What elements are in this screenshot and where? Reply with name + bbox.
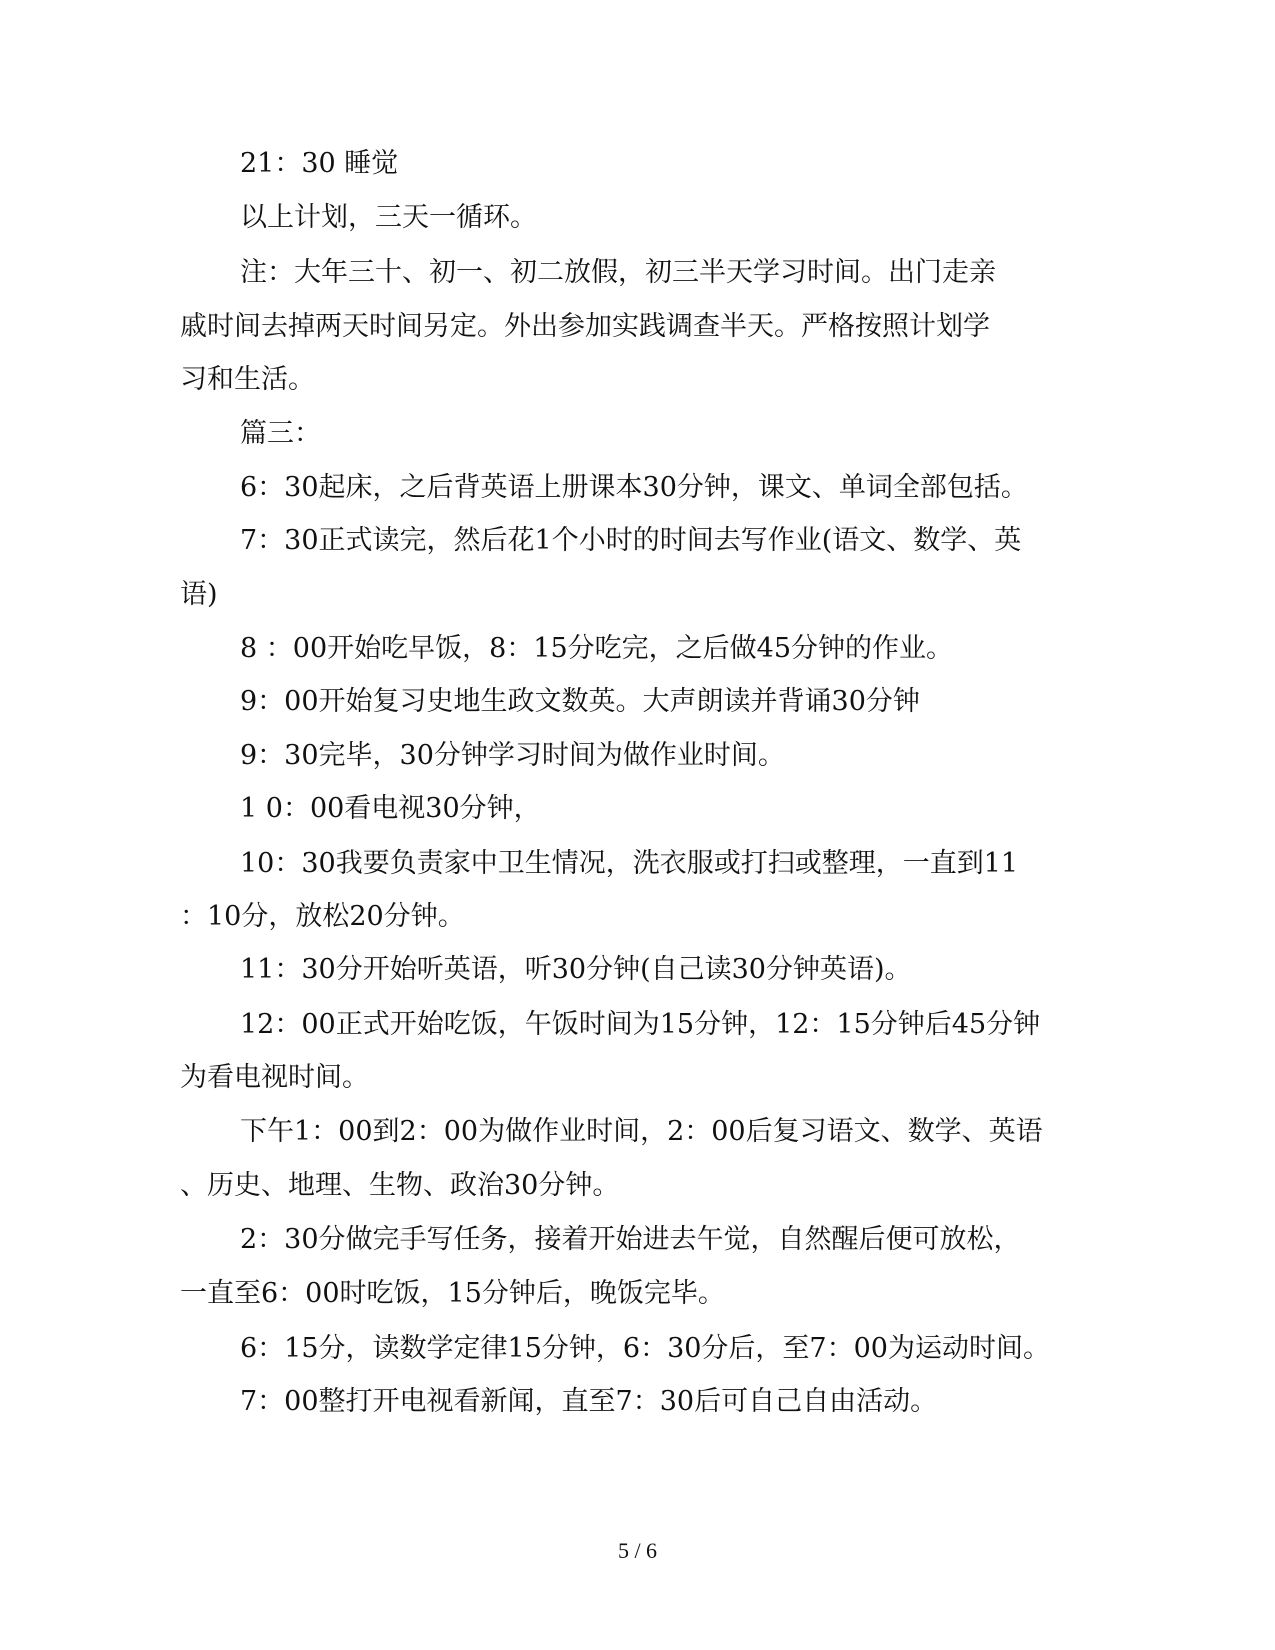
page-number: 5 / 6 (617, 1538, 658, 1563)
paragraph-line: 为看电视时间。 (180, 1062, 369, 1093)
text-line: 6：15分，读数学定律15分钟，6：30分后，至7：00为运动时间。 (240, 1333, 1050, 1364)
paragraph-line: 注：大年三十、初一、初二放假，初三半天学习时间。出门走亲 (240, 257, 996, 288)
paragraph-line: 10：30我要负责家中卫生情况，洗衣服或打扫或整理，一直到11 (240, 848, 1019, 879)
paragraph-line: 语) (180, 579, 218, 610)
paragraph-line: ：10分，放松20分钟。 (180, 901, 465, 932)
text-line: 6：30起床，之后背英语上册课本30分钟，课文、单词全部包括。 (240, 472, 1028, 503)
paragraph-line: 一直至6：00时吃饭，15分钟后，晚饭完毕。 (180, 1278, 725, 1309)
text-line: 8 ：00开始吃早饭，8：15分吃完，之后做45分钟的作业。 (240, 633, 954, 664)
section-heading: 篇三： (240, 418, 321, 449)
paragraph-line: 习和生活。 (180, 364, 315, 395)
text-line: 9：00开始复习史地生政文数英。大声朗读并背诵30分钟 (240, 686, 920, 717)
text-line: 21：30 睡觉 (240, 148, 399, 179)
text-line: 9：30完毕，30分钟学习时间为做作业时间。 (240, 740, 785, 771)
text-line: 11：30分开始听英语，听30分钟(自己读30分钟英语)。 (240, 954, 912, 985)
text-line: 1 0：00看电视30分钟， (240, 793, 541, 824)
paragraph-line: 12：00正式开始吃饭，午饭时间为15分钟，12：15分钟后45分钟 (240, 1009, 1041, 1040)
paragraph-line: 下午1：00到2：00为做作业时间，2：00后复习语文、数学、英语 (240, 1116, 1043, 1147)
text-line: 以上计划，三天一循环。 (240, 202, 537, 233)
paragraph-line: 戚时间去掉两天时间另定。外出参加实践调查半天。严格按照计划学 (180, 311, 990, 342)
text-line: 7：00整打开电视看新闻，直至7：30后可自己自由活动。 (240, 1386, 938, 1417)
paragraph-line: 、历史、地理、生物、政治30分钟。 (180, 1170, 620, 1201)
paragraph-line: 7：30正式读完，然后花1个小时的时间去写作业(语文、数学、英 (240, 525, 1022, 556)
paragraph-line: 2：30分做完手写任务，接着开始进去午觉，自然醒后便可放松， (240, 1224, 1021, 1255)
